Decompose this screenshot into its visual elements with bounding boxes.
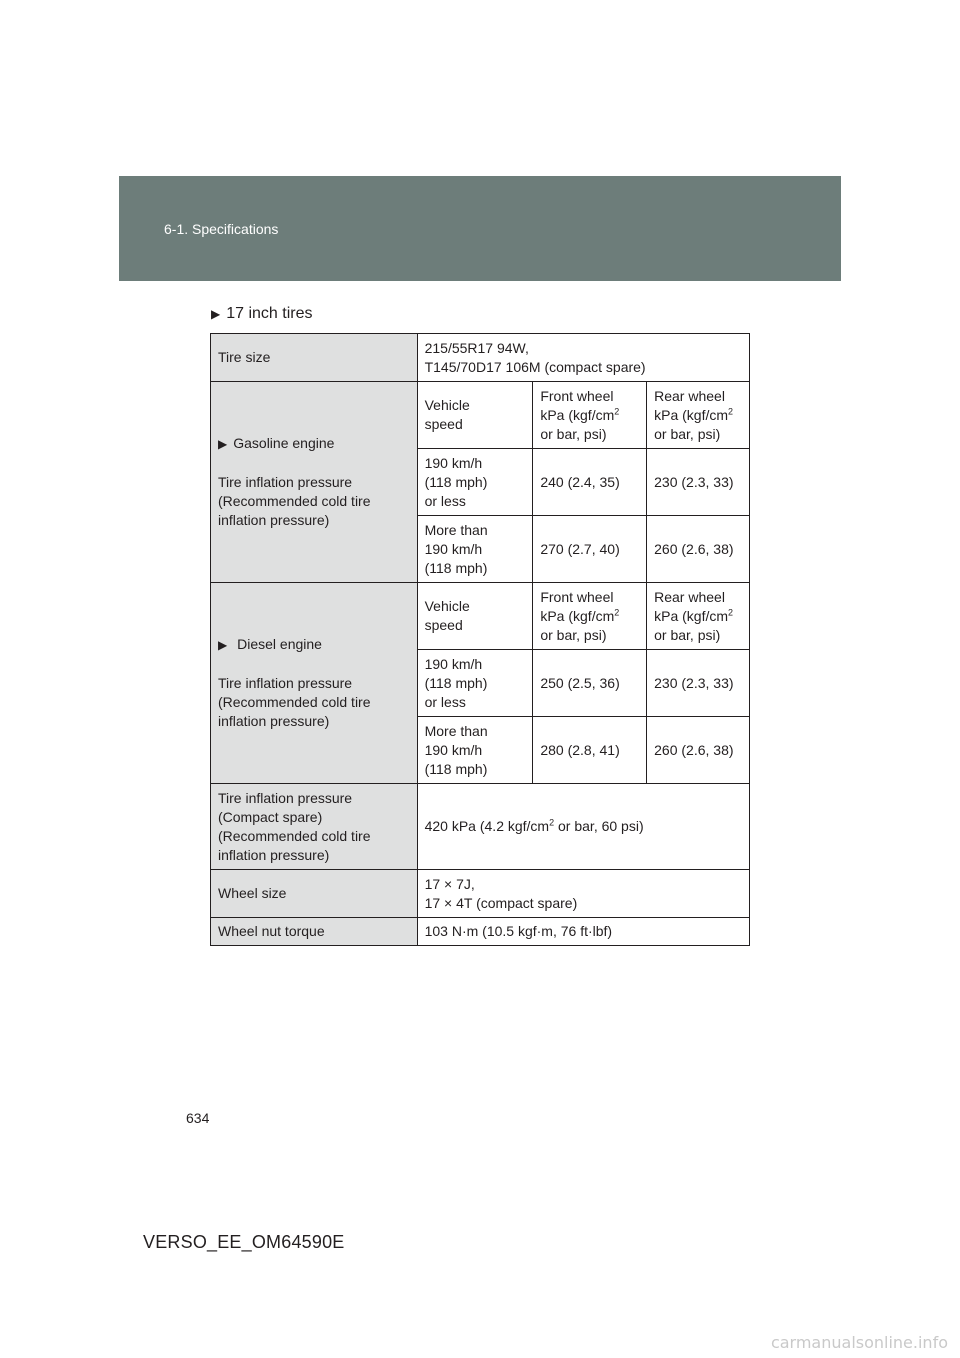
table-row (211, 583, 750, 650)
page-number: 634 (186, 1110, 210, 1126)
front-wheel-header: Front wheel kPa ($kgf/cm^2$ or bar, psi) (533, 583, 647, 650)
nut-torque-value: 103 N·m (10.5 kgf·m, 76 ft·lbf) (417, 918, 749, 946)
diesel-label: ▶ Diesel engine Tire inflation pressure (Recommended cold tire inflation pressure) (211, 583, 418, 784)
front-wheel-header: Front wheel kPa ($kgf/cm^2$ or bar, psi) (533, 382, 647, 449)
watermark: carmanualsonline.info (770, 1333, 948, 1352)
compact-spare-value: 420 kPa (4.2 kgf/$cm^2$ or bar, 60 psi) (417, 784, 749, 870)
section-title: 6-1. Specifications (164, 221, 279, 237)
rear-pressure-cell: 260 (2.6, 38) (647, 717, 750, 784)
tire-size-label: Tire size (211, 334, 418, 382)
subheading-text: 17 inch tires (226, 305, 313, 322)
speed-header: Vehicle speed (417, 583, 533, 650)
table-row (211, 382, 750, 449)
speed-cell: More than 190 km/h (118 mph) (417, 516, 533, 583)
wheel-size-value: 17 × 7J, 17 × 4T (compact spare) (417, 870, 749, 918)
front-pressure-cell: 280 (2.8, 41) (533, 717, 647, 784)
rear-wheel-header: Rear wheel kPa ($kgf/cm^2$ or bar, psi) (647, 583, 750, 650)
table-row (211, 870, 750, 918)
rear-pressure-cell: 230 (2.3, 33) (647, 449, 750, 516)
rear-pressure-cell: 230 (2.3, 33) (647, 650, 750, 717)
speed-cell: 190 km/h (118 mph) or less (417, 449, 533, 516)
header-band (119, 176, 841, 281)
triangle-bullet-icon: ▶ (218, 437, 228, 451)
rear-wheel-header: Rear wheel kPa ($kgf/cm^2$ or bar, psi) (647, 382, 750, 449)
nut-torque-label: Wheel nut torque (211, 918, 418, 946)
tire-spec-table (210, 333, 750, 946)
table-row (211, 784, 750, 870)
wheel-size-label: Wheel size (211, 870, 418, 918)
rear-pressure-cell: 260 (2.6, 38) (647, 516, 750, 583)
document-code: VERSO_EE_OM64590E (143, 1232, 345, 1252)
gasoline-label: ▶ Gasoline engine Tire inflation pressure (Recommended cold tire inflation pressure) (211, 382, 418, 583)
front-pressure-cell: 240 (2.4, 35) (533, 449, 647, 516)
triangle-bullet-icon: ▶ (211, 307, 221, 321)
table-row (211, 334, 750, 382)
tire-size-value: 215/55R17 94W, T145/70D17 106M (compact spare) (417, 334, 749, 382)
speed-cell: 190 km/h (118 mph) or less (417, 650, 533, 717)
compact-spare-label: Tire inflation pressure (Compact spare) (Recommended cold tire inflation pressure) (211, 784, 418, 870)
triangle-bullet-icon: ▶ (218, 638, 228, 652)
subheading (211, 305, 313, 323)
speed-cell: More than 190 km/h (118 mph) (417, 717, 533, 784)
front-pressure-cell: 270 (2.7, 40) (533, 516, 647, 583)
speed-header: Vehicle speed (417, 382, 533, 449)
table-row (211, 918, 750, 946)
front-pressure-cell: 250 (2.5, 36) (533, 650, 647, 717)
